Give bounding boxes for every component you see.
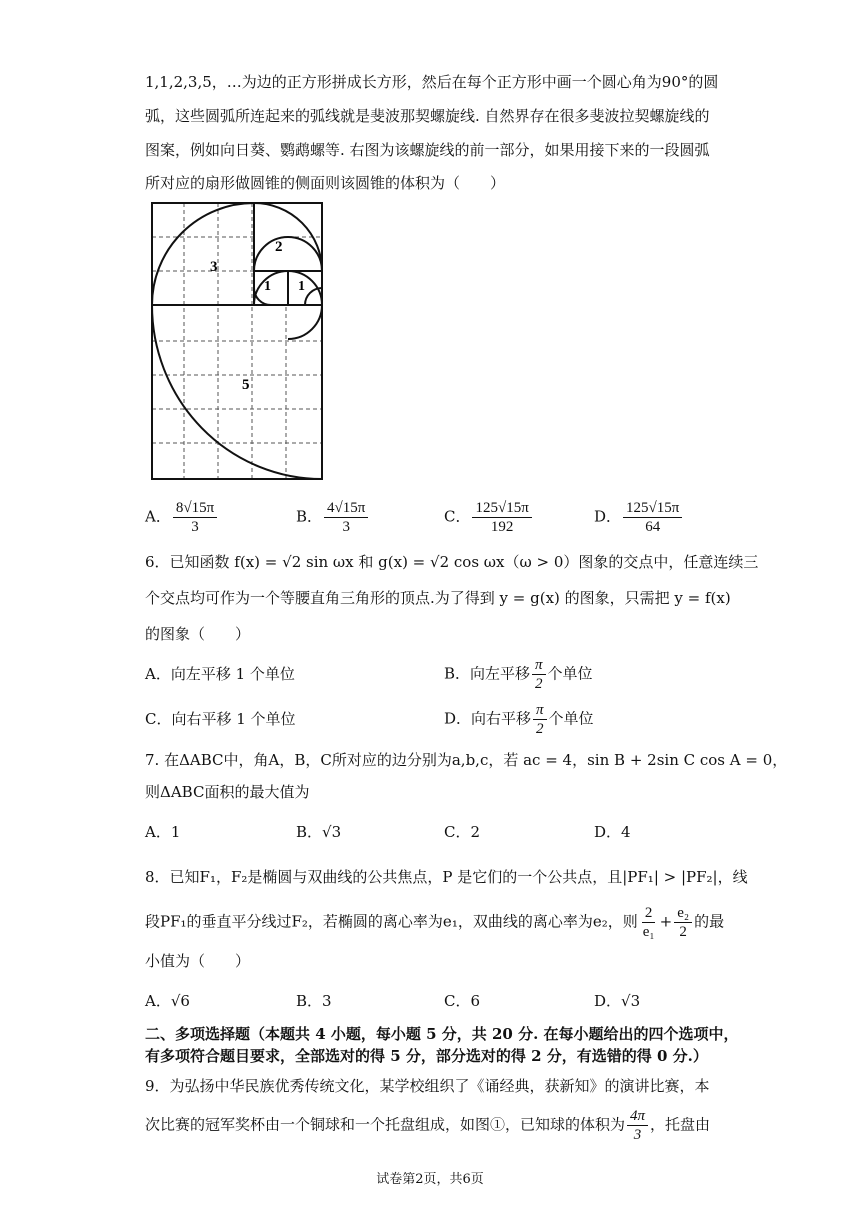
fraction-numerator: π xyxy=(533,702,547,720)
fraction-denominator: 3 xyxy=(633,1127,642,1143)
option-letter: D． xyxy=(594,507,622,526)
fraction xyxy=(472,500,531,535)
spiral-arc-5 xyxy=(152,305,322,479)
fraction-numerator: 4π xyxy=(627,1108,648,1126)
q5-option-b[interactable] xyxy=(296,500,370,535)
q7-option-d[interactable]: D．4 xyxy=(594,823,631,841)
q5-option-c[interactable] xyxy=(444,500,534,535)
q7-line-1: 7. 在ΔABC中，角A，B，C所对应的边分别为a,b,c，若 ac = 4，sin B + 2sin C cos A = 0， xyxy=(145,751,788,769)
option-letter: A． xyxy=(145,507,171,526)
option-text: B．向左平移 xyxy=(444,664,531,683)
fraction-denominator: 3 xyxy=(342,519,350,535)
q6-option-a[interactable]: A．向左平移 1 个单位 xyxy=(145,665,295,683)
q8-text: 的最 xyxy=(694,912,725,931)
square-label-2: 2 xyxy=(275,239,283,255)
square-label-3: 3 xyxy=(210,259,218,275)
q5-line-1: 1,1,2,3,5，…为边的正方形拼成长方形，然后在每个正方形中画一个圆心角为90°的圆 xyxy=(145,73,719,91)
plus-sign: + xyxy=(659,912,673,931)
q7-line-2: 则ΔABC面积的最大值为 xyxy=(145,783,310,801)
q8-text: 段PF₁的垂直平分线过F₂，若椭圆的离心率为e₁，双曲线的离心率为e₂，则 xyxy=(145,912,638,931)
spiral-arc-2 xyxy=(254,237,322,271)
q8-option-c[interactable]: C．6 xyxy=(444,992,481,1010)
fraction-denominator: 2 xyxy=(679,924,687,940)
square-label-5: 5 xyxy=(242,377,250,393)
fraction-denominator: 192 xyxy=(490,519,514,535)
fraction xyxy=(324,500,368,535)
fraction-denominator: 2 xyxy=(536,721,544,737)
q7-option-b[interactable]: B．√3 xyxy=(296,823,342,841)
q8-option-a[interactable]: A．√6 xyxy=(145,992,190,1010)
q5-line-4: 所对应的扇形做圆锥的侧面则该圆锥的体积为（ ） xyxy=(145,174,506,192)
fraction-denominator: 64 xyxy=(645,519,661,535)
fraction xyxy=(173,500,217,535)
fraction xyxy=(533,702,547,737)
option-letter: C． xyxy=(444,507,471,526)
q7-option-c[interactable]: C．2 xyxy=(444,823,481,841)
fraction-denominator: e₁ xyxy=(642,924,655,940)
fraction xyxy=(623,500,682,535)
fibonacci-spiral-figure xyxy=(150,201,328,481)
q9-line-2 xyxy=(145,1108,710,1143)
q6-line-3: 的图象（ ） xyxy=(145,625,251,643)
q8-option-b[interactable]: B．3 xyxy=(296,992,332,1010)
fraction-numerator: 125√15π xyxy=(623,500,682,518)
q5-line-2: 弧，这些圆弧所连起来的弧线就是斐波那契螺旋线. 自然界存在很多斐波拉契螺旋线的 xyxy=(145,107,710,125)
q7-option-a[interactable]: A．1 xyxy=(145,823,181,841)
square-label-1b: 1 xyxy=(298,279,305,294)
fraction-numerator: 4√15π xyxy=(324,500,368,518)
q8-option-d[interactable]: D．√3 xyxy=(594,992,641,1010)
fraction xyxy=(640,905,658,940)
fraction-denominator: 3 xyxy=(191,519,199,535)
fraction xyxy=(674,905,692,940)
option-text: 个单位 xyxy=(548,709,594,728)
section-2-heading-line-2: 有多项符合题目要求，全部选对的得 5 分，部分选对的得 2 分，有选错的得 0 分.） xyxy=(145,1047,708,1065)
fraction-denominator: 2 xyxy=(535,676,543,692)
q8-line-1: 8．已知F₁，F₂是椭圆与双曲线的公共焦点，P 是它们的一个公共点，且|PF₁| > |PF₂|，线 xyxy=(145,868,748,886)
dashed-grid xyxy=(152,203,322,479)
q9-text: ，托盘由 xyxy=(650,1115,711,1134)
q8-line-2 xyxy=(145,905,724,940)
q6-option-d[interactable] xyxy=(444,702,594,737)
q8-line-3: 小值为（ ） xyxy=(145,952,251,970)
q5-line-3: 图案，例如向日葵、鹦鹉螺等. 右图为该螺旋线的前一部分，如果用接下来的一段圆弧 xyxy=(145,141,710,159)
fraction-numerator: 125√15π xyxy=(472,500,531,518)
fraction-numerator: π xyxy=(532,657,546,675)
fraction-numerator: 2 xyxy=(642,905,656,923)
fraction-numerator: 8√15π xyxy=(173,500,217,518)
q6-line-2: 个交点均可作为一个等腰直角三角形的顶点.为了得到 y = g(x) 的图象，只需把 y = f(x) xyxy=(145,589,731,607)
q5-option-d[interactable] xyxy=(594,500,684,535)
fraction xyxy=(627,1108,648,1143)
q6-line-1: 6．已知函数 f(x) = √2 sin ωx 和 g(x) = √2 cos ωx（ω > 0）图象的交点中，任意连续三 xyxy=(145,553,759,571)
q5-option-a[interactable] xyxy=(145,500,219,535)
option-text: 个单位 xyxy=(547,664,593,683)
page-footer: 试卷第2页，共6页 xyxy=(376,1172,484,1187)
fraction xyxy=(532,657,546,692)
square-label-1a: 1 xyxy=(264,279,271,294)
option-letter: B． xyxy=(296,507,323,526)
spiral-arc-3 xyxy=(152,203,254,305)
q6-option-b[interactable] xyxy=(444,657,593,692)
option-text: D．向右平移 xyxy=(444,709,532,728)
q9-text: 次比赛的冠军奖杯由一个铜球和一个托盘组成，如图①，已知球的体积为 xyxy=(145,1115,626,1134)
q9-line-1: 9．为弘扬中华民族优秀传统文化，某学校组织了《诵经典，获新知》的演讲比赛，本 xyxy=(145,1077,710,1095)
section-2-heading-line-1: 二、多项选择题（本题共 4 小题，每小题 5 分，共 20 分. 在每小题给出的四个选项中， xyxy=(145,1025,739,1043)
fraction-numerator: e₂ xyxy=(674,905,692,923)
q6-option-c[interactable]: C．向右平移 1 个单位 xyxy=(145,710,296,728)
